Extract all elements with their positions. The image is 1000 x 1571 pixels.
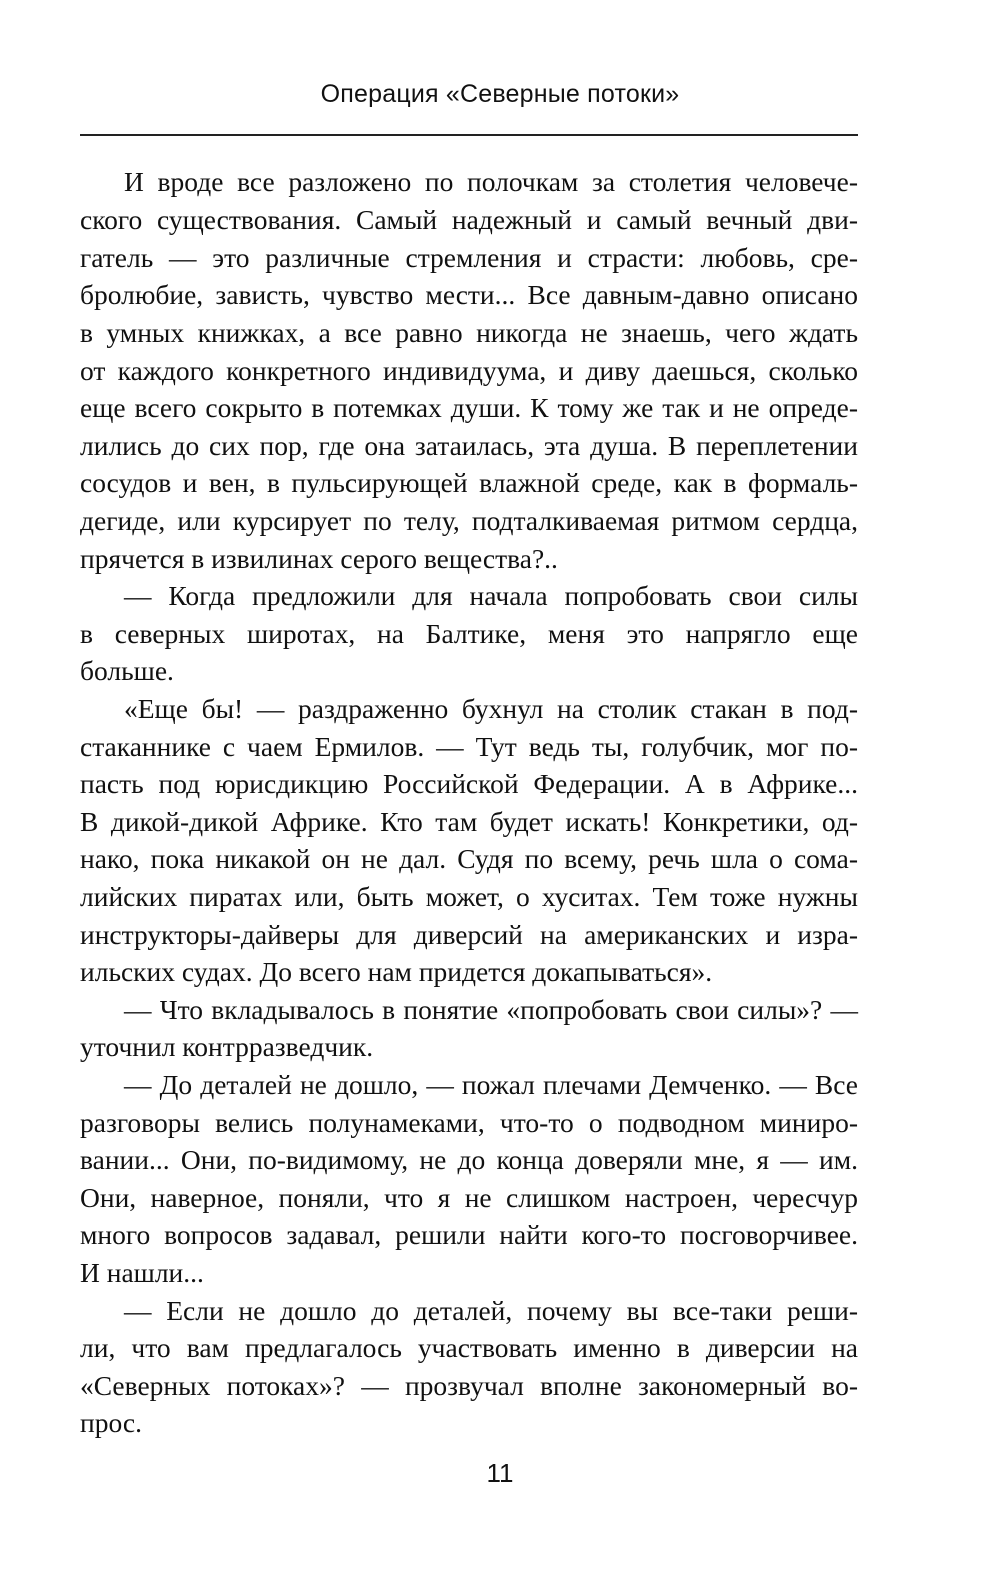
text-line: лились до сих пор, где она затаилась, эта душа. В переплетении [80, 430, 858, 461]
text-line: уточнил контрразведчик. [80, 1031, 374, 1062]
text-line: дегиде, или курсирует по телу, подталкиваемая ритмом сердца, [80, 505, 858, 536]
text-line: И вроде все разложено по полочкам за столетия человече- [124, 166, 858, 197]
text-line: прячется в извилинах серого вещества?.. [80, 543, 558, 574]
text-line: пасть под юрисдикцию Российской Федерации. А в Африке... [80, 768, 858, 799]
text-line: «Северных потоках»? — прозвучал вполне закономерный во- [80, 1370, 858, 1401]
text-line: больше. [80, 655, 174, 686]
text-line: бролюбие, зависть, чувство мести... Все давным-давно описано [80, 279, 858, 310]
text-line: Они, наверное, поняли, что я не слишком настроен, чересчур [80, 1182, 858, 1213]
text-line: в северных широтах, на Балтике, меня это напрягло еще [80, 618, 858, 649]
text-line: И нашли... [80, 1257, 204, 1288]
text-line: вании... Они, по-видимому, не до конца доверяли мне, я — им. [80, 1144, 858, 1175]
header-rule [80, 134, 858, 136]
text-line: от каждого конкретного индивидуума, и диву даешься, сколько [80, 355, 858, 386]
text-line: В дикой-дикой Африке. Кто там будет искать! Конкретики, од- [80, 806, 858, 837]
text-line: инструкторы-дайверы для диверсий на американских и изра- [80, 919, 858, 950]
text-line: стаканнике с чаем Ермилов. — Тут ведь ты, голубчик, мог по- [80, 731, 858, 762]
text-line: — До деталей не дошло, — пожал плечами Демченко. — Все [124, 1069, 858, 1100]
text-line: разговоры велись полунамеками, что-то о подводном миниро- [80, 1107, 858, 1138]
text-line: гатель — это различные стремления и страсти: любовь, сре- [80, 242, 858, 273]
text-line: — Что вкладывалось в понятие «попробовать свои силы»? — [124, 994, 858, 1025]
text-line: ского существования. Самый надежный и самый вечный дви- [80, 204, 858, 235]
text-line: ли, что вам предлагалось участвовать именно в диверсии на [80, 1332, 858, 1363]
text-line: — Если не дошло до деталей, почему вы все-таки реши- [124, 1295, 858, 1326]
text-line: «Еще бы! — раздраженно бухнул на столик стакан в под- [124, 693, 858, 724]
page-number: 11 [486, 1458, 514, 1488]
text-line: еще всего сокрыто в потемках души. К тому же так и не опреде- [80, 392, 858, 423]
text-line: ильских судах. До всего нам придется докапываться». [80, 956, 713, 987]
text-line: в умных книжках, а все равно никогда не знаешь, чего ждать [80, 317, 858, 348]
text-line: много вопросов задавал, решили найти кого-то посговорчивее. [80, 1219, 858, 1250]
running-head: Операция «Северные потоки» [320, 80, 680, 108]
text-line: — Когда предложили для начала попробовать свои силы [124, 580, 858, 611]
text-line: лийских пиратах или, быть может, о хуситах. Тем тоже нужны [80, 881, 858, 912]
text-line: нако, пока никакой он не дал. Судя по всему, речь шла о сома- [80, 843, 858, 874]
text-line: сосудов и вен, в пульсирующей влажной среде, как в формаль- [80, 467, 858, 498]
text-line: прос. [80, 1407, 142, 1438]
